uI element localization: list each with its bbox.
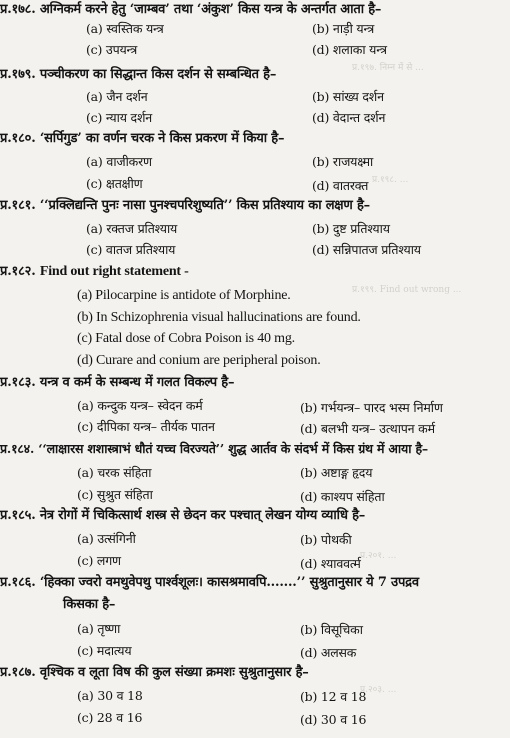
option-d: (d) सन्निपातज प्रतिश्याय [312,242,421,257]
option-a: (a) 30 व 18 [77,688,143,703]
question-183 [0,375,234,391]
question-text: यन्त्र व कर्म के सम्बन्ध में गलत विकल्प है– [39,375,235,390]
option-d: (d) वातरक्त [312,178,369,193]
option-a: (a) तृष्णा [77,621,121,636]
option-a: (a) Pilocarpine is antidote of Morphine. [77,288,291,303]
question-181 [0,198,370,214]
option-c: (c) 28 व 16 [77,710,143,725]
option-d: (d) श्याववर्त्म [300,556,361,571]
bleed-through-text: प्र.१९८. ... [372,175,409,185]
option-b: (b) विसूचिका [300,622,363,637]
option-a: (a) उत्संगिनी [77,531,136,546]
question-text: ‘‘प्रक्लिद्यन्ति पुनः नासा पुनश्चपरिशुष्यति’’ किस प्रतिश्याय का लक्षण है– [39,198,370,213]
question-178 [0,2,381,18]
option-b: (b) In Schizophrenia visual hallucinations are found. [77,310,361,325]
option-c: (c) मदात्यय [77,643,132,658]
option-b: (b) दुष्ट प्रतिश्याय [312,221,390,236]
question-text: नेत्र रोगों में चिकित्सार्थ शस्त्र से छेदन कर पश्चात् लेखन योग्य व्याधि है– [39,508,366,523]
question-180 [0,131,284,147]
option-b: (b) 12 व 18 [300,689,367,704]
question-number: प्र.१८५. [0,508,36,523]
question-186-continuation: किसका है– [63,597,116,612]
question-text: वृश्चिक व लूता विष की कुल संख्या क्रमशः सुश्रुतानुसार है– [39,665,309,680]
question-number: प्र.१८०. [0,131,36,146]
question-number: प्र.१८४. [0,441,35,456]
question-text: Find out right statement - [39,264,189,279]
bleed-through-text: प्र.१९७. निम्न में से ... [352,63,424,73]
option-d: (d) काश्यप संहिता [300,489,385,504]
question-179 [0,67,276,83]
bleed-through-text: प्र.२०१. ... [360,551,397,561]
question-number: प्र.१८७. [0,665,36,680]
option-a: (a) कन्दुक यन्त्र– स्वेदन कर्म [77,398,203,413]
option-c: (c) वातज प्रतिश्याय [86,242,176,257]
option-a: (a) जैन दर्शन [86,89,148,104]
question-text: ‘हिक्का ज्वरो वमथुवेपथु पार्श्वशूलः। कासश्रमावपि.......’’ सुश्रुतानुसार ये 7 उपद्रव [39,575,419,590]
option-d: (d) शलाका यन्त्र [312,42,387,57]
question-text: ‘‘लाक्षारस शशास्त्राभं धौतं यच्च विरज्यते’’ शुद्ध आर्तव के संदर्भ में किस ग्रंथ में आया है– [38,441,428,456]
option-c: (c) दीपिका यन्त्र– तीर्यक पातन [77,419,215,434]
option-d: (d) बलभी यन्त्र– उत्थापन कर्म [300,421,435,436]
question-text: अग्निकर्म करने हेतु ‘जाम्बव’ तथा ‘अंकुश’ किस यन्त्र के अन्तर्गत आता है– [39,2,382,17]
option-a: (a) स्वस्तिक यन्त्र [86,21,164,36]
option-c: (c) क्षतक्षीण [86,176,143,191]
question-number: प्र.१८२. [0,264,36,279]
bleed-through-text: प्र.२०३. ... [360,685,397,695]
question-186 [0,575,419,591]
option-c: (c) न्याय दर्शन [86,110,153,125]
option-b: (b) अष्टाङ्ग हृदय [300,465,373,480]
option-d: (d) वेदान्त दर्शन [312,110,386,125]
question-number: प्र.१७८. [0,2,36,17]
question-184 [0,441,428,457]
option-c: (c) सुश्रुत संहिता [77,487,153,502]
option-c: (c) Fatal dose of Cobra Poison is 40 mg. [77,331,295,346]
question-182 [0,264,189,280]
question-text: ‘सर्पिगुड’ का वर्णन चरक ने किस प्रकरण में किया है– [39,131,285,146]
option-a: (a) चरक संहिता [77,465,152,480]
option-c: (c) लगण [77,553,121,568]
option-b: (b) गर्भयन्त्र– पारद भस्म निर्माण [300,400,443,415]
question-number: प्र.१८३. [0,375,36,390]
option-d: (d) अलसक [300,645,357,660]
option-c: (c) उपयन्त्र [86,42,138,57]
option-d: (d) Curare and conium are peripheral poison. [77,353,321,368]
question-number: प्र.१८६. [0,575,36,590]
option-b: (b) राजयक्ष्मा [312,154,374,169]
question-number: प्र.१८१. [0,198,36,213]
option-d: (d) 30 व 16 [300,712,367,727]
option-b: (b) नाड़ी यन्त्र [312,21,375,36]
option-b: (b) सांख्य दर्शन [312,89,384,104]
question-number: प्र.१७९. [0,67,36,82]
question-185 [0,508,365,524]
option-a: (a) रक्तज प्रतिश्याय [86,221,178,236]
option-a: (a) वाजीकरण [86,154,152,169]
question-187 [0,665,309,681]
question-text: पञ्चीकरण का सिद्धान्त किस दर्शन से सम्बन्धित है– [39,67,277,82]
bleed-through-text: प्र.१९९. Find out wrong ... [352,285,462,295]
option-b: (b) पोथकी [300,532,352,547]
